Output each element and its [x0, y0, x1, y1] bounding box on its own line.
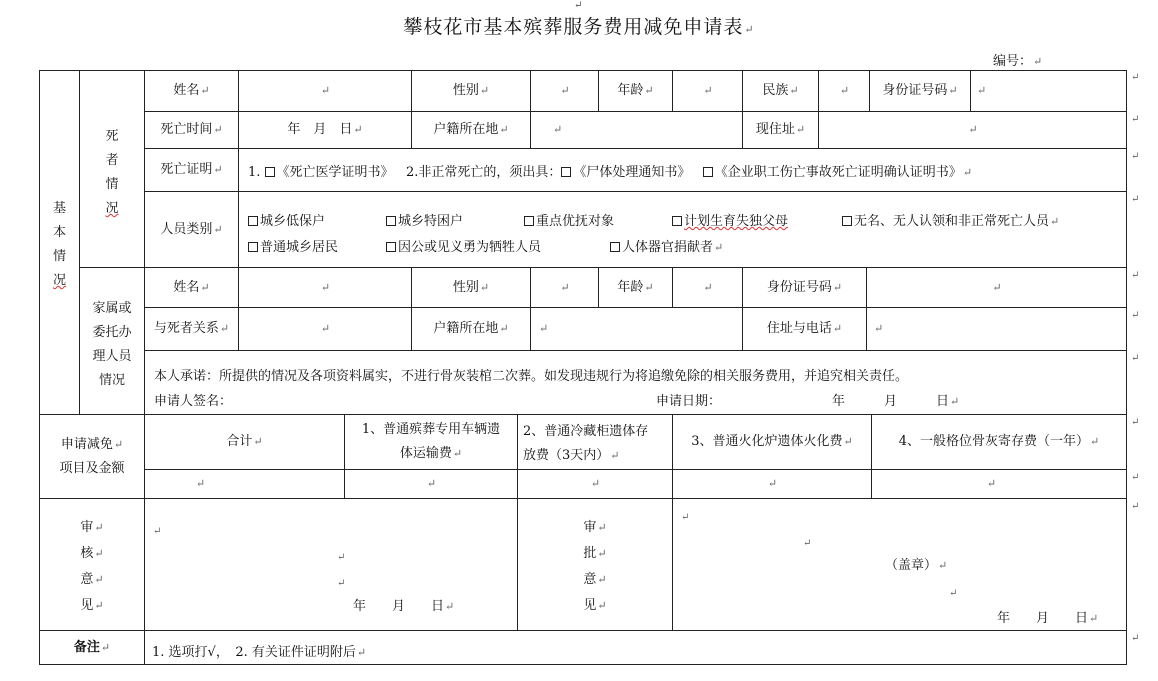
review-label: 审↵ 核↵ 意↵ 见↵	[80, 520, 104, 613]
exemption-total-amount[interactable]: ↵	[195, 477, 206, 490]
label-char: 基	[52, 201, 66, 216]
exemption-item3-amount[interactable]: ↵	[767, 477, 778, 490]
section-deceased-label	[80, 118, 144, 228]
residence-label: 现住址 ↵	[755, 122, 806, 137]
label-char: 况	[105, 201, 119, 216]
paragraph-mark: ↵	[1033, 55, 1043, 68]
label-char: 况	[52, 273, 66, 288]
review-date: 年 月 日↵	[353, 599, 455, 614]
checkbox[interactable]	[265, 167, 275, 177]
category-option[interactable]: 重点优抚对象	[524, 210, 614, 229]
family-gender-field[interactable]: ↵	[560, 280, 570, 294]
approval-opinion-field[interactable]: ↵ ↵ （盖章）↵ ↵ 年 月 日↵	[681, 512, 1099, 626]
family-age-field[interactable]: ↵	[703, 280, 713, 294]
category-option[interactable]: 计划生育失独父母	[672, 210, 788, 229]
category-option[interactable]: 人体器官捐献者↵	[610, 236, 723, 255]
exemption-item1-label: 1、普通殡葬专用车辆遗 体运输费↵	[361, 422, 501, 461]
remarks-text: 1. 选项打√， 2. 有关证件证明附后↵	[152, 645, 367, 660]
label-line: 委托办	[92, 325, 132, 340]
deceased-age-label: 年龄 ↵	[617, 83, 654, 98]
residence-field[interactable]: ↵	[968, 123, 978, 136]
approval-seal: （盖章）↵	[885, 558, 948, 573]
serial-label-text: 编号：	[993, 54, 1033, 69]
death-time-label: 死亡时间 ↵	[160, 122, 223, 137]
paragraph-mark: ↵	[574, 0, 583, 11]
exemption-item2-amount[interactable]: ↵	[590, 477, 601, 490]
exemption-label: 申请减免↵ 项目及金额	[59, 436, 125, 476]
category-option[interactable]: 城乡特困户	[386, 210, 463, 229]
exemption-item2-label: 2、普通冷藏柜遗体存 放费（3天内）↵	[523, 424, 649, 463]
approval-date: 年 月 日↵	[997, 611, 1099, 626]
section-basic-label	[40, 190, 79, 300]
deceased-gender-field[interactable]: ↵	[560, 84, 570, 97]
paragraph-mark: ↵	[744, 23, 755, 36]
deceased-ethnicity-field[interactable]: ↵	[839, 84, 850, 97]
label-line: 理人员	[92, 349, 132, 364]
serial-number-label	[993, 50, 1042, 69]
category-label: 人员类别 ↵	[160, 221, 223, 237]
deceased-age-field[interactable]: ↵	[703, 84, 713, 97]
exemption-item3-label: 3、普通火化炉遗体火化费 ↵	[691, 434, 853, 449]
application-date-label: 申请日期：	[656, 394, 722, 409]
deceased-id-field[interactable]: ↵	[977, 84, 987, 97]
exemption-total-label: 合计 ↵	[226, 434, 263, 449]
label-char: 情	[52, 249, 66, 264]
form-title-text: 攀枝花市基本殡葬服务费用减免申请表	[403, 16, 744, 38]
deceased-hukou-label: 户籍所在地 ↵	[433, 122, 509, 137]
label-char: 情	[105, 177, 119, 192]
family-id-label: 身份证号码 ↵	[766, 279, 843, 295]
deceased-ethnicity-label: 民族 ↵	[762, 83, 799, 98]
label-line: 情况	[98, 373, 125, 388]
signature-label: 申请人签名：	[154, 394, 233, 409]
remarks-label: 备注 ↵	[73, 639, 111, 655]
label-line: 家属或	[92, 301, 132, 316]
deceased-name-label: 姓名 ↵	[173, 83, 210, 98]
deceased-name-field[interactable]: ↵	[320, 84, 331, 97]
address-phone-label: 住址与电话 ↵	[766, 321, 843, 336]
family-age-label: 年龄 ↵	[617, 279, 654, 295]
checkbox[interactable]	[703, 167, 713, 177]
pledge-text: 本人承诺：所提供的情况及各项资料属实，不进行骨灰装棺二次葬。如发现违规行为将追缴免除的相关服务费用，并追究相关责任。	[154, 369, 909, 384]
exemption-item4-amount[interactable]: ↵	[986, 477, 997, 490]
family-gender-label: 性别 ↵	[452, 279, 490, 295]
category-option[interactable]: 城乡低保户	[248, 210, 325, 229]
category-option[interactable]: 因公或见义勇为牺牲人员	[386, 236, 541, 255]
section-family-label	[80, 290, 144, 400]
form-title	[0, 12, 1158, 39]
deceased-gender-label: 性别 ↵	[452, 83, 490, 98]
family-hukou-label: 户籍所在地 ↵	[433, 321, 509, 336]
family-name-field[interactable]: ↵	[320, 280, 331, 294]
death-time-field[interactable]: 年 月 日 ↵	[287, 122, 363, 137]
review-opinion-field[interactable]: ↵ ↵ ↵ 年 月 日↵	[153, 526, 455, 614]
relation-label: 与死者关系 ↵	[153, 321, 230, 336]
deceased-id-label: 身份证号码 ↵	[882, 83, 958, 98]
application-date-value: 年 月 日↵	[832, 394, 960, 409]
relation-field[interactable]: ↵	[320, 322, 331, 335]
death-cert-options: 1. 《死亡医学证明书》 2.非正常死亡的，须出具： 《尸体处理通知书》 《企业职工伤亡事故死亡证明确认证明书》↵	[248, 165, 973, 180]
family-hukou-field[interactable]: ↵	[539, 322, 549, 335]
exemption-item1-amount[interactable]: ↵	[426, 477, 437, 490]
approval-label: 审↵ 批↵ 意↵ 见↵	[583, 520, 607, 613]
category-option[interactable]: 普通城乡居民	[248, 236, 338, 255]
label-char: 本	[52, 225, 66, 240]
death-cert-label: 死亡证明 ↵	[160, 162, 223, 177]
exemption-item4-label: 4、一般格位骨灰寄存费（一年） ↵	[898, 434, 1100, 449]
label-char: 者	[105, 153, 119, 168]
label-char: 死	[105, 129, 119, 144]
family-name-label: 姓名 ↵	[173, 279, 210, 295]
family-id-field[interactable]: ↵	[992, 280, 1002, 294]
address-phone-field[interactable]: ↵	[874, 322, 884, 335]
deceased-hukou-field[interactable]: ↵	[553, 123, 563, 136]
checkbox[interactable]	[561, 167, 571, 177]
category-option[interactable]: 无名、无人认领和非正常死亡人员↵	[842, 210, 1059, 229]
